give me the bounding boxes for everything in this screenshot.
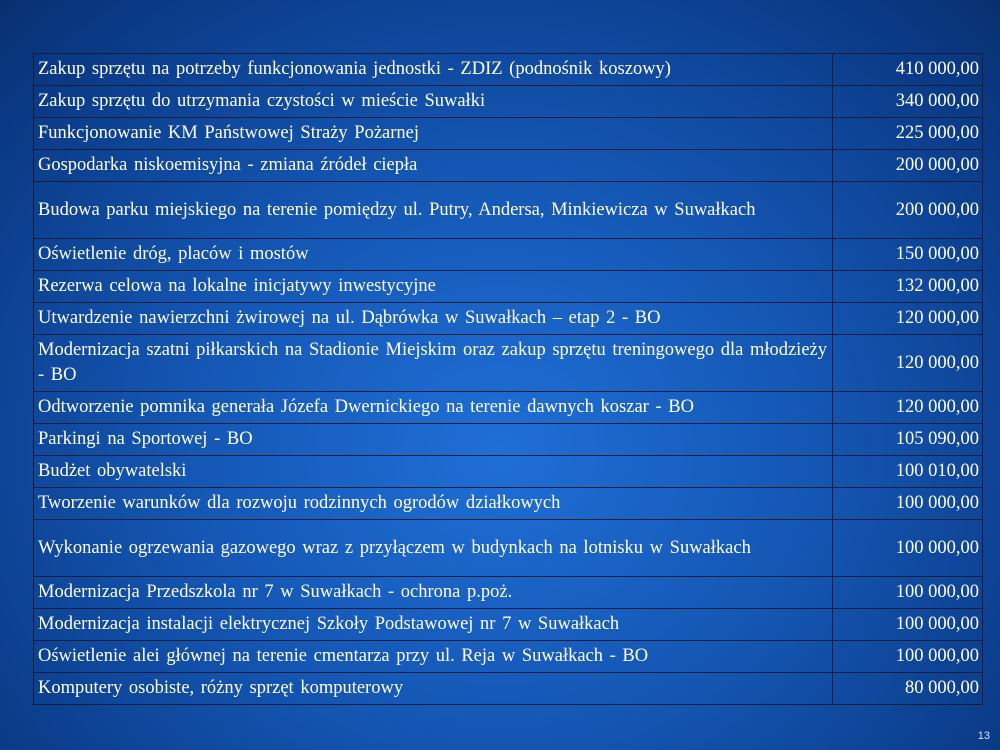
table-row xyxy=(34,335,983,392)
row-description: Rezerwa celowa na lokalne inicjatywy inwestycyjne xyxy=(34,271,833,303)
table-row xyxy=(34,86,983,118)
row-amount: 120 000,00 xyxy=(833,392,983,424)
table-row xyxy=(34,520,983,577)
row-amount: 200 000,00 xyxy=(833,182,983,239)
row-description: Budowa parku miejskiego na terenie pomiędzy ul. Putry, Andersa, Minkiewicza w Suwałkach xyxy=(34,182,833,239)
row-description: Gospodarka niskoemisyjna - zmiana źródeł ciepła xyxy=(34,150,833,182)
row-description: Budżet obywatelski xyxy=(34,456,833,488)
row-description: Tworzenie warunków dla rozwoju rodzinnych ogrodów działkowych xyxy=(34,488,833,520)
table-row xyxy=(34,118,983,150)
row-amount: 200 000,00 xyxy=(833,150,983,182)
row-description: Modernizacja szatni piłkarskich na Stadionie Miejskim oraz zakup sprzętu treningowego dla młodzieży - BO xyxy=(34,335,833,392)
row-amount: 100 000,00 xyxy=(833,488,983,520)
row-description: Modernizacja Przedszkola nr 7 w Suwałkach - ochrona p.poż. xyxy=(34,577,833,609)
row-amount: 120 000,00 xyxy=(833,335,983,392)
row-description: Oświetlenie dróg, placów i mostów xyxy=(34,239,833,271)
row-description: Oświetlenie alei głównej na terenie cmentarza przy ul. Reja w Suwałkach - BO xyxy=(34,641,833,673)
budget-table-body xyxy=(34,54,983,705)
row-amount: 100 010,00 xyxy=(833,456,983,488)
row-description: Zakup sprzętu na potrzeby funkcjonowania jednostki - ZDIZ (podnośnik koszowy) xyxy=(34,54,833,86)
table-row xyxy=(34,271,983,303)
row-description: Wykonanie ogrzewania gazowego wraz z przyłączem w budynkach na lotnisku w Suwałkach xyxy=(34,520,833,577)
table-row xyxy=(34,488,983,520)
page-number: 13 xyxy=(977,730,990,742)
row-description: Utwardzenie nawierzchni żwirowej na ul. Dąbrówka w Suwałkach – etap 2 - BO xyxy=(34,303,833,335)
table-row xyxy=(34,673,983,705)
table-row xyxy=(34,54,983,86)
row-amount: 150 000,00 xyxy=(833,239,983,271)
row-amount: 410 000,00 xyxy=(833,54,983,86)
row-amount: 340 000,00 xyxy=(833,86,983,118)
table-row xyxy=(34,150,983,182)
row-amount: 80 000,00 xyxy=(833,673,983,705)
table-row xyxy=(34,641,983,673)
row-amount: 105 090,00 xyxy=(833,424,983,456)
table-row xyxy=(34,239,983,271)
row-amount: 100 000,00 xyxy=(833,609,983,641)
row-description: Funkcjonowanie KM Państwowej Straży Pożarnej xyxy=(34,118,833,150)
table-row xyxy=(34,456,983,488)
table-row xyxy=(34,424,983,456)
row-description: Zakup sprzętu do utrzymania czystości w mieście Suwałki xyxy=(34,86,833,118)
row-description: Komputery osobiste, różny sprzęt komputerowy xyxy=(34,673,833,705)
row-description: Parkingi na Sportowej - BO xyxy=(34,424,833,456)
row-amount: 100 000,00 xyxy=(833,520,983,577)
row-amount: 100 000,00 xyxy=(833,641,983,673)
table-row xyxy=(34,609,983,641)
row-amount: 225 000,00 xyxy=(833,118,983,150)
table-row xyxy=(34,392,983,424)
table-row xyxy=(34,182,983,239)
row-amount: 120 000,00 xyxy=(833,303,983,335)
row-amount: 132 000,00 xyxy=(833,271,983,303)
budget-table xyxy=(33,53,983,705)
row-description: Odtworzenie pomnika generała Józefa Dwernickiego na terenie dawnych koszar - BO xyxy=(34,392,833,424)
row-description: Modernizacja instalacji elektrycznej Szkoły Podstawowej nr 7 w Suwałkach xyxy=(34,609,833,641)
table-row xyxy=(34,303,983,335)
table-row xyxy=(34,577,983,609)
row-amount: 100 000,00 xyxy=(833,577,983,609)
